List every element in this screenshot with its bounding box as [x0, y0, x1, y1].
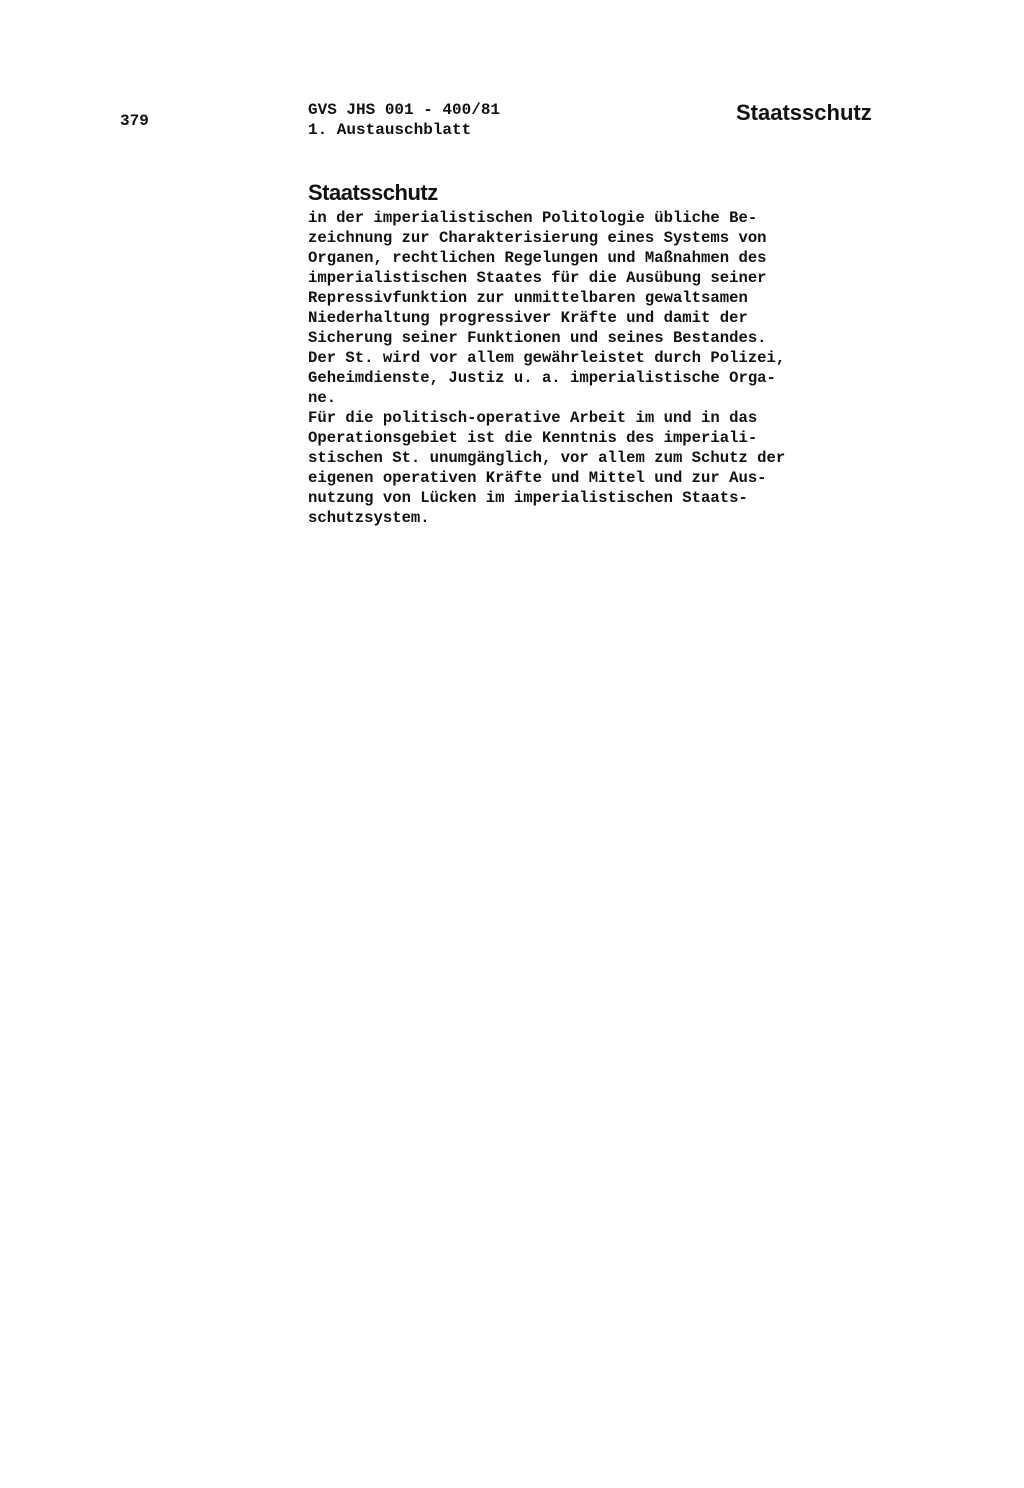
- entry-line: Operationsgebiet ist die Kenntnis des imperiali-: [308, 429, 758, 447]
- entry-line: zeichnung zur Charakterisierung eines Systems von: [308, 229, 767, 247]
- document-reference: [308, 100, 500, 140]
- entry-line: schutzsystem.: [308, 509, 430, 527]
- entry-body: [308, 208, 928, 528]
- running-head: Staatsschutz: [736, 100, 872, 125]
- entry-line: ne.: [308, 389, 337, 407]
- entry-line: stischen St. unumgänglich, vor allem zum Schutz der: [308, 449, 786, 467]
- entry-line: Geheimdienste, Justiz u. a. imperialistische Orga-: [308, 369, 776, 387]
- page-number: 379: [120, 112, 149, 130]
- document-reference-code: GVS JHS 001 - 400/81: [308, 101, 501, 119]
- entry-line: Sicherung seiner Funktionen und seines Bestandes.: [308, 329, 767, 347]
- entry-line: eigenen operativen Kräfte und Mittel und zur Aus-: [308, 469, 767, 487]
- entry-line: Organen, rechtlichen Regelungen und Maßnahmen des: [308, 249, 767, 267]
- entry-line: Repressivfunktion zur unmittelbaren gewaltsamen: [308, 289, 748, 307]
- entry-line: nutzung von Lücken im imperialistischen Staats-: [308, 489, 748, 507]
- entry-line: imperialistischen Staates für die Ausübung seiner: [308, 269, 767, 287]
- entry-line: Niederhaltung progressiver Kräfte und damit der: [308, 309, 748, 327]
- entry-line: in der imperialistischen Politologie übliche Be-: [308, 209, 758, 227]
- entry-line: Der St. wird vor allem gewährleistet durch Polizei,: [308, 349, 786, 367]
- entry-title: Staatsschutz: [308, 180, 438, 205]
- document-reference-sheet: 1. Austauschblatt: [308, 121, 472, 139]
- entry-line: Für die politisch-operative Arbeit im und in das: [308, 409, 758, 427]
